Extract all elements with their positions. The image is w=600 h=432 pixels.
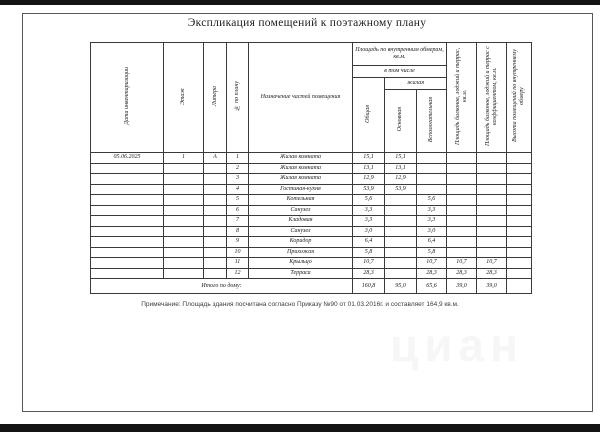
table-row [91, 237, 532, 248]
cell-floor [164, 226, 204, 237]
cell-date [91, 184, 164, 195]
cell-area-total: 6,4 [353, 237, 385, 248]
cell-area-aux: 6,4 [417, 237, 447, 248]
total-area-main: 95,0 [385, 279, 417, 294]
cell-floor [164, 247, 204, 258]
cell-purpose: Крыльцо [249, 258, 353, 269]
cell-balcony [447, 237, 477, 248]
cell-balcony-coef [477, 174, 507, 185]
header-height [507, 43, 532, 153]
header-balcony-label: Площадь балконов, лоджий и террас, кв.м. [454, 47, 468, 145]
header-floor [164, 43, 204, 153]
header-area-group: Площадь по внутренним обмерам, кв.м. [353, 43, 447, 66]
cell-plan-no: 3 [227, 174, 249, 185]
cell-litera [204, 174, 227, 185]
cell-floor [164, 237, 204, 248]
table-row [91, 195, 532, 206]
cell-area-main [385, 195, 417, 206]
header-area-main-label: Основная [397, 107, 404, 132]
header-including: в том числе [353, 66, 447, 78]
cell-height [507, 237, 532, 248]
header-height-label: Высота помещений по внутреннему обмеру [512, 49, 525, 143]
cell-height [507, 226, 532, 237]
cell-height [507, 174, 532, 185]
cell-balcony-coef [477, 226, 507, 237]
cell-area-main: 53,9 [385, 184, 417, 195]
header-area-total [353, 78, 385, 153]
cell-balcony-coef [477, 184, 507, 195]
cell-plan-no: 11 [227, 258, 249, 269]
total-balcony: 39,0 [447, 279, 477, 294]
cell-area-total: 13,1 [353, 163, 385, 174]
cell-plan-no: 6 [227, 205, 249, 216]
cell-balcony [447, 205, 477, 216]
cell-area-main: 13,1 [385, 163, 417, 174]
cell-plan-no: 12 [227, 268, 249, 279]
header-purpose: Назначение частей помещения [249, 43, 353, 153]
cell-balcony [447, 226, 477, 237]
cell-area-total: 3,3 [353, 216, 385, 227]
cell-area-total: 5,8 [353, 247, 385, 258]
total-area-total: 160,8 [353, 279, 385, 294]
cell-area-aux [417, 153, 447, 164]
cell-height [507, 163, 532, 174]
cell-area-total: 10,7 [353, 258, 385, 269]
scan-edge-bottom [0, 424, 600, 432]
cell-purpose: Жилая комната [249, 174, 353, 185]
cell-date [91, 163, 164, 174]
cell-floor [164, 216, 204, 227]
header-litera [204, 43, 227, 153]
cell-balcony-coef [477, 216, 507, 227]
cell-litera [204, 247, 227, 258]
total-height [507, 279, 532, 294]
cell-purpose: Котельная [249, 195, 353, 206]
cell-date [91, 226, 164, 237]
header-living: жилая [385, 78, 447, 90]
table-row [91, 153, 532, 164]
header-floor-label: Этаж [180, 87, 187, 105]
cell-plan-no: 2 [227, 163, 249, 174]
cell-height [507, 216, 532, 227]
cell-purpose: Кладовая [249, 216, 353, 227]
cell-height [507, 195, 532, 206]
cell-litera [204, 163, 227, 174]
explication-table [90, 42, 532, 294]
total-area-aux: 65,6 [417, 279, 447, 294]
cell-date [91, 174, 164, 185]
header-row-1 [91, 43, 532, 66]
cell-height [507, 247, 532, 258]
cell-purpose: Терраса [249, 268, 353, 279]
cell-balcony [447, 184, 477, 195]
cell-balcony-coef [477, 153, 507, 164]
cell-area-total: 3,3 [353, 205, 385, 216]
cell-balcony [447, 153, 477, 164]
cell-area-main: 12,9 [385, 174, 417, 185]
header-area-aux-label: Вспомогательная [428, 96, 435, 143]
scan-edge-top [0, 0, 600, 5]
cell-floor [164, 174, 204, 185]
cell-area-main [385, 226, 417, 237]
cell-area-main [385, 216, 417, 227]
cell-height [507, 184, 532, 195]
header-balcony-coef [477, 43, 507, 153]
cell-balcony [447, 174, 477, 185]
header-date [91, 43, 164, 153]
cell-purpose: Прихожая [249, 247, 353, 258]
cell-purpose: Жилая комната [249, 153, 353, 164]
header-plan-no-label: № по плану [234, 81, 241, 111]
cell-date [91, 216, 164, 227]
cell-date [91, 237, 164, 248]
header-litera-label: Литера [211, 86, 218, 107]
total-balcony-coef: 39,0 [477, 279, 507, 294]
cell-floor [164, 205, 204, 216]
cell-area-total: 28,3 [353, 268, 385, 279]
header-area-aux [417, 90, 447, 153]
cell-purpose: Санузел [249, 226, 353, 237]
header-balcony-coef-label: Площадь балконов, лоджий и террас с коэффициентом, кв.м. [484, 46, 498, 146]
cell-litera: А [204, 153, 227, 164]
cell-area-aux [417, 163, 447, 174]
cell-litera [204, 268, 227, 279]
header-plan-no [227, 43, 249, 153]
cell-floor [164, 268, 204, 279]
cell-floor [164, 195, 204, 206]
cell-area-main [385, 268, 417, 279]
watermark: циан [390, 319, 524, 371]
table-row [91, 205, 532, 216]
cell-purpose: Гостиная-кухня [249, 184, 353, 195]
table-row [91, 226, 532, 237]
cell-plan-no: 9 [227, 237, 249, 248]
cell-litera [204, 226, 227, 237]
table-row [91, 216, 532, 227]
cell-litera [204, 258, 227, 269]
cell-floor: 1 [164, 153, 204, 164]
cell-plan-no: 4 [227, 184, 249, 195]
cell-plan-no: 8 [227, 226, 249, 237]
cell-area-total: 15,1 [353, 153, 385, 164]
cell-date: 05.06.2025 [91, 153, 164, 164]
cell-plan-no: 5 [227, 195, 249, 206]
cell-area-main [385, 258, 417, 269]
table-row [91, 268, 532, 279]
cell-balcony-coef: 28,3 [477, 268, 507, 279]
cell-balcony: 28,3 [447, 268, 477, 279]
cell-balcony-coef [477, 195, 507, 206]
header-date-label: Дата инвентаризации [123, 67, 130, 125]
cell-area-total: 5,6 [353, 195, 385, 206]
table-row [91, 258, 532, 269]
cell-litera [204, 216, 227, 227]
cell-area-aux: 3,3 [417, 205, 447, 216]
cell-area-total: 12,9 [353, 174, 385, 185]
cell-area-main [385, 205, 417, 216]
cell-height [507, 153, 532, 164]
cell-height [507, 258, 532, 269]
cell-date [91, 247, 164, 258]
cell-balcony-coef [477, 237, 507, 248]
cell-height [507, 205, 532, 216]
cell-balcony [447, 216, 477, 227]
cell-area-aux: 5,8 [417, 247, 447, 258]
cell-balcony [447, 195, 477, 206]
cell-area-total: 53,9 [353, 184, 385, 195]
table-row [91, 247, 532, 258]
cell-area-total: 3,0 [353, 226, 385, 237]
cell-area-aux: 28,3 [417, 268, 447, 279]
footnote: Примечание: Площадь здания посчитана согласно Приказу №90 от 01.03.2016г. и составляет 164,9 кв.м. [141, 301, 459, 308]
total-row-label: Итого по дому: [91, 279, 353, 294]
cell-balcony [447, 247, 477, 258]
cell-plan-no: 7 [227, 216, 249, 227]
cell-area-main [385, 237, 417, 248]
cell-litera [204, 195, 227, 206]
cell-floor [164, 258, 204, 269]
cell-plan-no: 1 [227, 153, 249, 164]
cell-area-aux [417, 184, 447, 195]
table-row [91, 174, 532, 185]
cell-balcony-coef [477, 205, 507, 216]
cell-date [91, 205, 164, 216]
header-area-main [385, 90, 417, 153]
cell-area-main [385, 247, 417, 258]
table-row [91, 163, 532, 174]
cell-plan-no: 10 [227, 247, 249, 258]
cell-balcony [447, 163, 477, 174]
cell-litera [204, 237, 227, 248]
cell-balcony-coef: 10,7 [477, 258, 507, 269]
cell-balcony-coef [477, 163, 507, 174]
cell-date [91, 258, 164, 269]
cell-area-aux [417, 174, 447, 185]
cell-purpose: Коридор [249, 237, 353, 248]
header-area-total-label: Общая [365, 104, 372, 123]
total-row [91, 279, 532, 294]
cell-balcony: 10,7 [447, 258, 477, 269]
cell-height [507, 268, 532, 279]
cell-purpose: Санузел [249, 205, 353, 216]
cell-area-aux: 10,7 [417, 258, 447, 269]
cell-area-aux: 3,0 [417, 226, 447, 237]
cell-balcony-coef [477, 247, 507, 258]
cell-floor [164, 184, 204, 195]
cell-litera [204, 184, 227, 195]
page-title: Экспликация помещений к поэтажному плану [187, 17, 427, 29]
table-row [91, 184, 532, 195]
cell-area-main: 15,1 [385, 153, 417, 164]
header-balcony [447, 43, 477, 153]
cell-floor [164, 163, 204, 174]
cell-litera [204, 205, 227, 216]
cell-purpose: Жилая комната [249, 163, 353, 174]
cell-area-aux: 3,3 [417, 216, 447, 227]
cell-date [91, 195, 164, 206]
cell-area-aux: 5,6 [417, 195, 447, 206]
cell-date [91, 268, 164, 279]
